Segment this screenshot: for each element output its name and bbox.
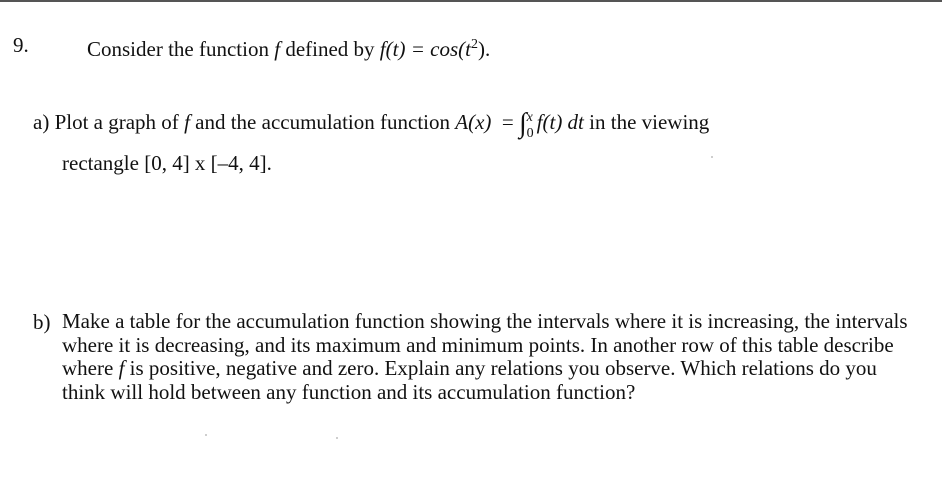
upper-limit: x [526, 110, 533, 126]
part-a-line-1 [33, 108, 710, 142]
part-a-label: a) [33, 110, 50, 134]
part-a-text-after: in the viewing [589, 110, 710, 134]
scan-speck [205, 434, 207, 436]
scan-speck [336, 437, 338, 439]
integral-sign: ∫ [518, 108, 527, 139]
part-b-text-2: is positive, negative and zero. Explain any relations you observe. Which relations do you think will hold between any function and its accumulation function? [62, 356, 877, 404]
part-a-text-before: Plot a graph of [54, 110, 179, 134]
integral-limits [526, 110, 537, 142]
function-symbol: f [274, 37, 281, 61]
lower-limit: 0 [526, 126, 534, 142]
part-b-text-1: Make a table for the accumulation function showing the intervals where it is increasing, the intervals where it is decreasing, and its maximum and minimum points. In another row of this table describe where [62, 309, 908, 380]
part-a-line-2: rectangle [0, 4] x [–4, 4]. [62, 151, 272, 175]
equals-sign: = [501, 110, 514, 134]
function-definition: f(t) = cos(t [379, 37, 471, 61]
part-b-function-symbol: f [118, 356, 125, 380]
part-a-function-symbol: f [184, 110, 190, 134]
problem-number: 9. [13, 33, 29, 57]
top-border [0, 0, 942, 2]
intro-text: Consider the function [87, 37, 269, 61]
definition-end: ). [477, 37, 491, 61]
defined-by-text: defined by [285, 37, 375, 61]
exponent: 2 [470, 37, 478, 52]
problem-statement [87, 33, 490, 61]
part-b-label: b) [33, 310, 51, 334]
part-b-text [62, 310, 912, 404]
integrand: f(t) dt [536, 110, 584, 134]
scan-speck [711, 156, 713, 158]
accumulation-function: A(x) [455, 110, 492, 134]
part-a-text-middle: and the accumulation function [195, 110, 450, 134]
